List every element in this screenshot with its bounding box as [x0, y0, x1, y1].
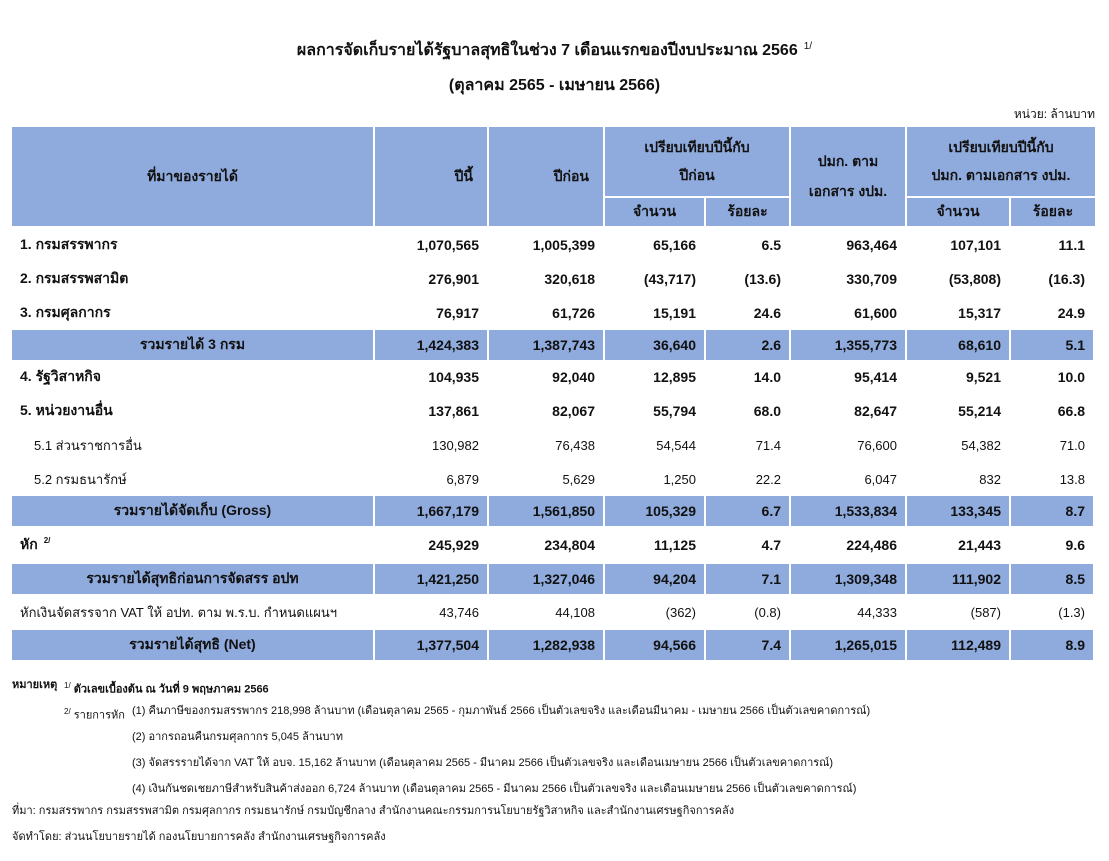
row-label: รวมรายได้ 3 กรม: [12, 330, 375, 360]
row-label: 1. กรมสรรพากร: [12, 228, 375, 262]
row-value: (53,808): [907, 262, 1011, 296]
table-row: [12, 228, 1095, 262]
row-value: 1,070,565: [375, 228, 489, 262]
table-row: [12, 630, 1095, 660]
row-value: 1,533,834: [791, 496, 907, 526]
footnote-2-item-4: (4) เงินกันชดเชยภาษีสำหรับสินค้าส่งออก 6,724 ล้านบาท (เดือนตุลาคม 2565 - มีนาคม 2566 เป็นตัวเลขจริง และเดือนเมษายน 2566 เป็นตัวเลขคาดการณ์): [132, 783, 857, 795]
row-value: 13.8: [1011, 462, 1095, 496]
footnote-1-marker: 1/: [64, 681, 71, 690]
row-value: 1,424,383: [375, 330, 489, 360]
row-value: 1,667,179: [375, 496, 489, 526]
footnote-2-prefix: รายการหัก: [73, 709, 125, 722]
row-value: 24.9: [1011, 296, 1095, 330]
row-value: 7.1: [706, 564, 791, 594]
row-value: 82,067: [489, 394, 605, 428]
table-row: [12, 360, 1095, 394]
row-value: (0.8): [706, 594, 791, 630]
row-value: 7.4: [706, 630, 791, 660]
row-value: 22.2: [706, 462, 791, 496]
row-value: 112,489: [907, 630, 1011, 660]
row-value: 320,618: [489, 262, 605, 296]
row-value: 55,794: [605, 394, 706, 428]
header-estimate: ปมก. ตาม เอกสาร งปม.: [791, 127, 907, 228]
row-value: 68,610: [907, 330, 1011, 360]
row-value: (16.3): [1011, 262, 1095, 296]
row-value: 1,309,348: [791, 564, 907, 594]
row-value: 6,047: [791, 462, 907, 496]
row-value: 66.8: [1011, 394, 1095, 428]
row-value: 130,982: [375, 428, 489, 462]
row-value: 15,317: [907, 296, 1011, 330]
source-note: ที่มา: กรมสรรพากร กรมสรรพสามิต กรมศุลกากร กรมธนารักษ์ กรมบัญชีกลาง สำนักงานคณะกรรมการนโยบายรัฐวิสาหกิจ และสำนักงานเศรษฐกิจการคลัง: [12, 805, 735, 817]
row-value: 8.5: [1011, 564, 1095, 594]
row-value: 330,709: [791, 262, 907, 296]
row-value: 276,901: [375, 262, 489, 296]
row-value: 104,935: [375, 360, 489, 394]
row-value: 1,421,250: [375, 564, 489, 594]
row-value: 137,861: [375, 394, 489, 428]
row-value: 61,726: [489, 296, 605, 330]
table-row: [12, 330, 1095, 360]
header-compare-last-year: เปรียบเทียบปีนี้กับ ปีก่อน: [605, 127, 791, 198]
header-last-year: ปีก่อน: [489, 127, 605, 228]
row-value: (587): [907, 594, 1011, 630]
row-value: 71.4: [706, 428, 791, 462]
row-value: 94,566: [605, 630, 706, 660]
report-period: (ตุลาคม 2565 - เมษายน 2566): [448, 77, 661, 94]
table-row: [12, 262, 1095, 296]
row-value: 1,327,046: [489, 564, 605, 594]
table-row: [12, 394, 1095, 428]
row-value: 224,486: [791, 526, 907, 564]
row-value: 76,917: [375, 296, 489, 330]
row-value: 54,544: [605, 428, 706, 462]
table-row: [12, 594, 1095, 630]
row-value: 15,191: [605, 296, 706, 330]
row-value: 1,377,504: [375, 630, 489, 660]
row-label: หัก $^{2/}$: [12, 526, 375, 564]
row-value: 6,879: [375, 462, 489, 496]
row-value: 1,355,773: [791, 330, 907, 360]
report-title: ผลการจัดเก็บรายได้รัฐบาลสุทธิในช่วง 7 เดือนแรกของปีงบประมาณ 2566 $^{1/}$: [296, 40, 813, 59]
row-value: 44,333: [791, 594, 907, 630]
row-value: (362): [605, 594, 706, 630]
row-label: 4. รัฐวิสาหกิจ: [12, 360, 375, 394]
row-label: 2. กรมสรรพสามิต: [12, 262, 375, 296]
row-value: 43,746: [375, 594, 489, 630]
row-label: 3. กรมศุลกากร: [12, 296, 375, 330]
row-value: 2.6: [706, 330, 791, 360]
row-label: หักเงินจัดสรรจาก VAT ให้ อปท. ตาม พ.ร.บ. กำหนดแผนฯ: [12, 594, 375, 630]
row-label: 5. หน่วยงานอื่น: [12, 394, 375, 428]
footnote-2-item-1: (1) คืนภาษีของกรมสรรพากร 218,998 ล้านบาท (เดือนตุลาคม 2565 - กุมภาพันธ์ 2566 เป็นตัวเลขจริง และเดือนมีนาคม - เมษายน 2566 เป็นตัวเลขคาดการณ์): [132, 705, 871, 717]
row-value: 82,647: [791, 394, 907, 428]
unit-label: หน่วย: ล้านบาท: [1013, 107, 1095, 121]
footnote-1: ตัวเลขเบื้องต้น ณ วันที่ 9 พฤษภาคม 2566: [73, 683, 269, 696]
row-value: 94,204: [605, 564, 706, 594]
row-value: 1,282,938: [489, 630, 605, 660]
row-value: (43,717): [605, 262, 706, 296]
row-value: 36,640: [605, 330, 706, 360]
row-value: 11.1: [1011, 228, 1095, 262]
row-value: 4.7: [706, 526, 791, 564]
header-compare-estimate: เปรียบเทียบปีนี้กับ ปมก. ตามเอกสาร งปม.: [907, 127, 1095, 198]
row-value: 65,166: [605, 228, 706, 262]
row-value: 1,561,850: [489, 496, 605, 526]
row-value: 1,265,015: [791, 630, 907, 660]
row-value: 6.5: [706, 228, 791, 262]
header-amount: จำนวน: [605, 198, 706, 228]
table-row: [12, 462, 1095, 496]
header-source: ที่มาของรายได้: [12, 127, 375, 228]
row-value: 9,521: [907, 360, 1011, 394]
row-value: 9.6: [1011, 526, 1095, 564]
prepared-by-note: จัดทำโดย: ส่วนนโยบายรายได้ กองนโยบายการคลัง สำนักงานเศรษฐกิจการคลัง: [12, 831, 386, 843]
footnote-2-item-3: (3) จัดสรรรายได้จาก VAT ให้ อบจ. 15,162 ล้านบาท (เดือนตุลาคม 2565 - มีนาคม 2566 เป็นตัวเลขจริง และเดือนเมษายน 2566 เป็นตัวเลขคาดการณ์): [132, 757, 834, 769]
row-value: 245,929: [375, 526, 489, 564]
row-value: 832: [907, 462, 1011, 496]
row-value: 92,040: [489, 360, 605, 394]
row-label: รวมรายได้จัดเก็บ (Gross): [12, 496, 375, 526]
table-row: [12, 496, 1095, 526]
row-value: 24.6: [706, 296, 791, 330]
footnote-2-item-2: (2) อากรถอนคืนกรมศุลกากร 5,045 ล้านบาท: [132, 731, 343, 743]
row-value: 8.7: [1011, 496, 1095, 526]
row-value: 95,414: [791, 360, 907, 394]
row-value: 76,438: [489, 428, 605, 462]
header-amount: จำนวน: [907, 198, 1011, 228]
revenue-table: [12, 127, 1095, 660]
footnote-2-marker: 2/: [64, 707, 71, 716]
row-value: 5.1: [1011, 330, 1095, 360]
row-label: 5.2 กรมธนารักษ์: [12, 462, 375, 496]
row-value: 963,464: [791, 228, 907, 262]
row-value: 6.7: [706, 496, 791, 526]
row-value: 1,387,743: [489, 330, 605, 360]
row-value: (13.6): [706, 262, 791, 296]
row-value: 61,600: [791, 296, 907, 330]
row-value: 5,629: [489, 462, 605, 496]
row-label: รวมรายได้สุทธิ (Net): [12, 630, 375, 660]
remark-label: หมายเหตุ: [12, 679, 58, 691]
row-value: 133,345: [907, 496, 1011, 526]
row-value: 11,125: [605, 526, 706, 564]
row-value: 105,329: [605, 496, 706, 526]
title-footnote-marker: 1/: [803, 40, 813, 52]
row-value: (1.3): [1011, 594, 1095, 630]
table-row: [12, 564, 1095, 594]
row-value: 111,902: [907, 564, 1011, 594]
header-percent: ร้อยละ: [706, 198, 791, 228]
row-value: 8.9: [1011, 630, 1095, 660]
table-row: [12, 526, 1095, 564]
header-this-year: ปีนี้: [375, 127, 489, 228]
row-value: 68.0: [706, 394, 791, 428]
row-value: 12,895: [605, 360, 706, 394]
row-label: 5.1 ส่วนราชการอื่น: [12, 428, 375, 462]
row-value: 234,804: [489, 526, 605, 564]
row-value: 71.0: [1011, 428, 1095, 462]
row-value: 21,443: [907, 526, 1011, 564]
row-value: 10.0: [1011, 360, 1095, 394]
row-label: รวมรายได้สุทธิก่อนการจัดสรร อปท: [12, 564, 375, 594]
row-value: 1,250: [605, 462, 706, 496]
row-value: 55,214: [907, 394, 1011, 428]
header-percent: ร้อยละ: [1011, 198, 1095, 228]
table-row: [12, 428, 1095, 462]
row-value: 54,382: [907, 428, 1011, 462]
table-row: [12, 296, 1095, 330]
row-value: 107,101: [907, 228, 1011, 262]
row-value: 44,108: [489, 594, 605, 630]
row-value: 76,600: [791, 428, 907, 462]
row-value: 1,005,399: [489, 228, 605, 262]
row-value: 14.0: [706, 360, 791, 394]
